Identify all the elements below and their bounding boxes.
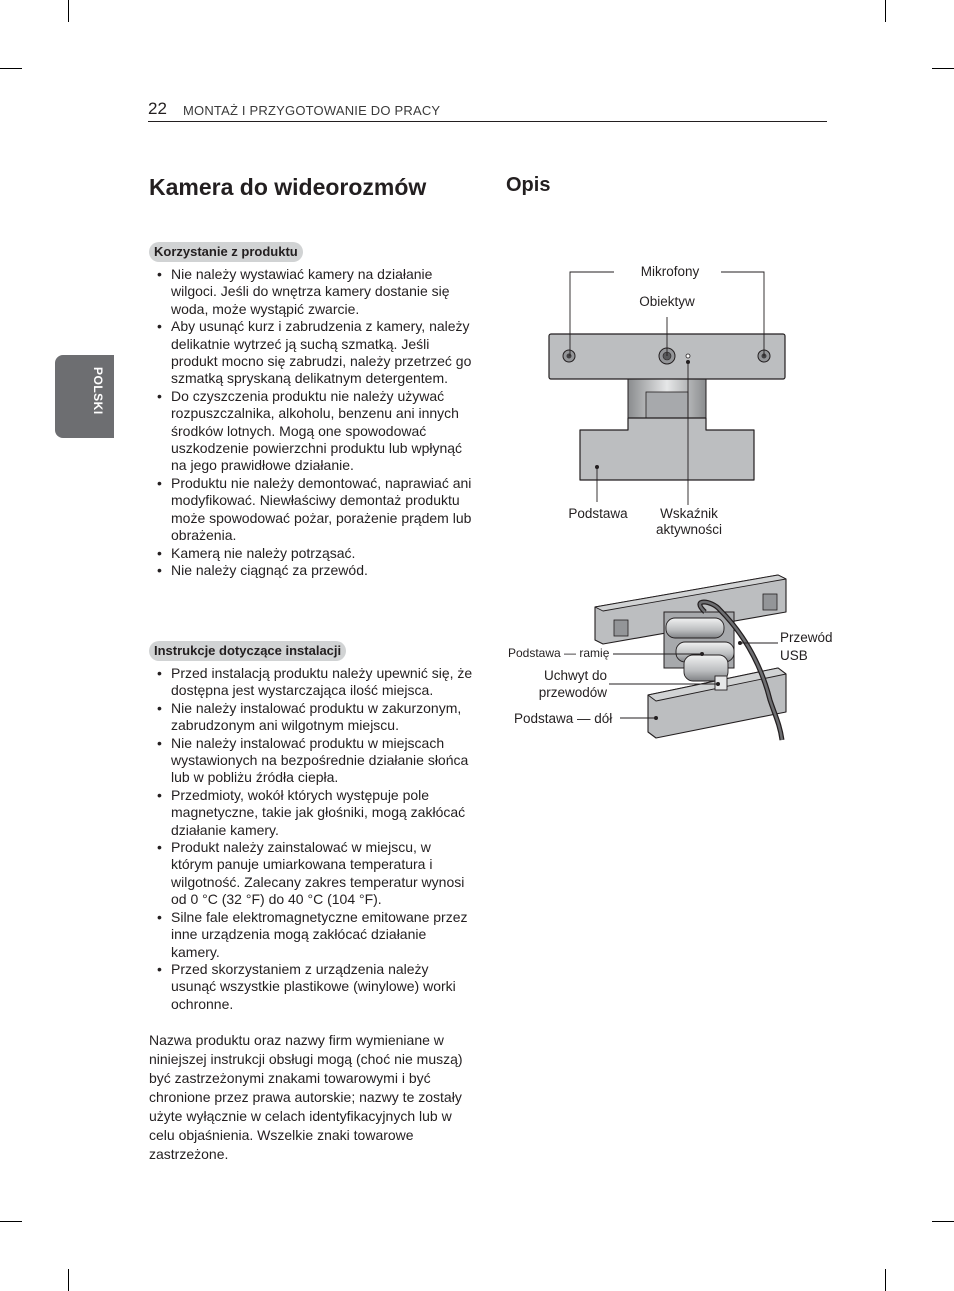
- language-tab-label: POLSKI: [91, 367, 105, 415]
- list-item: • Przed skorzystaniem z urządzenia należy usunąć wszystkie plastikowe (winylowe) worki ochronne.: [156, 961, 476, 1013]
- page-number: 22: [148, 99, 167, 118]
- label-indicator-line1: Wskaźnik: [660, 506, 718, 521]
- usage-heading: Korzystanie z produktu: [149, 242, 303, 262]
- list-item: • Przed instalacją produktu należy upewnić się, że dostępna jest wystarczająca ilość miejsca.: [156, 665, 476, 700]
- list-item: • Produktu nie należy demontować, naprawiać ani modyfikować. Niewłaściwy demontaż produktu może spowodować pożar, porażenie prądem lub obrażenia.: [156, 475, 476, 545]
- list-item: • Nie należy ciągnąć za przewód.: [156, 562, 476, 579]
- label-holder-line2: przewodów: [538, 685, 607, 700]
- list-item: • Do czyszczenia produktu nie należy używać rozpuszczalnika, alkoholu, benzenu ani innych środków lotnych. Mogą one spowodować uszkodzenie powierzchni produktu lub wpłynąć na jego prawidłowe działanie.: [156, 388, 476, 475]
- list-item: • Nie należy instalować produktu w miejscach wystawionych na bezpośrednie działanie słońca lub w pobliżu źródła ciepła.: [156, 735, 476, 787]
- list-item: • Silne fale elektromagnetyczne emitowane przez inne urządzenia mogą zakłócać działanie kamery.: [156, 909, 476, 961]
- opis-heading: Opis: [506, 174, 551, 196]
- list-item: • Aby usunąć kurz i zabrudzenia z kamery, należy delikatnie wytrzeć ją suchą szmatką. Jeśli produkt mocno się zabrudzi, należy przetrzeć go szmatką spryskaną delikatnym detergentem.: [156, 318, 476, 388]
- label-lens: Obiektyw: [639, 294, 695, 309]
- label-microphones: Mikrofony: [640, 264, 700, 279]
- trademark-note: Nazwa produktu oraz nazwy firm wymieniane w niniejszej instrukcji obsługi mogą (choć nie muszą) być zastrzeżonymi znakami towarowymi i być chronione przez prawa autorskie; nazwy te zostały użyte wyłącznie w celach identyfikacyjnych lub w celu objaśnienia. Wszelkie znaki towarowe zastrzeżone.: [149, 1032, 463, 1162]
- list-item: • Produkt należy zainstalować w miejscu, w którym panuje umiarkowana temperatura i wilgotność. Zalecany zakres temperatur wynosi od 0 °C (32 °F) do 40 °C (104 °F).: [156, 839, 476, 909]
- list-item: • Kamerą nie należy potrząsać.: [156, 545, 476, 562]
- label-bottom: Podstawa — dół: [514, 711, 613, 726]
- label-arm: Podstawa — ramię: [508, 646, 610, 660]
- camera-back-view: [595, 575, 786, 740]
- label-holder-line1: Uchwyt do: [543, 668, 607, 683]
- list-item: • Nie należy wystawiać kamery na działanie wilgoci. Jeśli do wnętrza kamery dostanie się woda, może wystąpić zwarcie.: [156, 266, 476, 318]
- label-usb-line2: USB: [780, 648, 808, 663]
- running-header: MONTAŻ I PRZYGOTOWANIE DO PRACY: [183, 103, 441, 118]
- label-stand: Podstawa: [568, 506, 628, 521]
- label-indicator-line2: aktywności: [655, 522, 723, 537]
- list-item: • Nie należy instalować produktu w zakurzonym, zabrudzonym ani wilgotnym miejscu.: [156, 700, 476, 735]
- installation-heading: Instrukcje dotyczące instalacji: [149, 641, 346, 661]
- label-usb-line1: Przewód: [780, 630, 833, 645]
- page-title: Kamera do wideorozmów: [149, 174, 427, 200]
- list-item: • Przedmioty, wokół których występuje pole magnetyczne, takie jak głośniki, mogą zakłócać działanie kamery.: [156, 787, 476, 839]
